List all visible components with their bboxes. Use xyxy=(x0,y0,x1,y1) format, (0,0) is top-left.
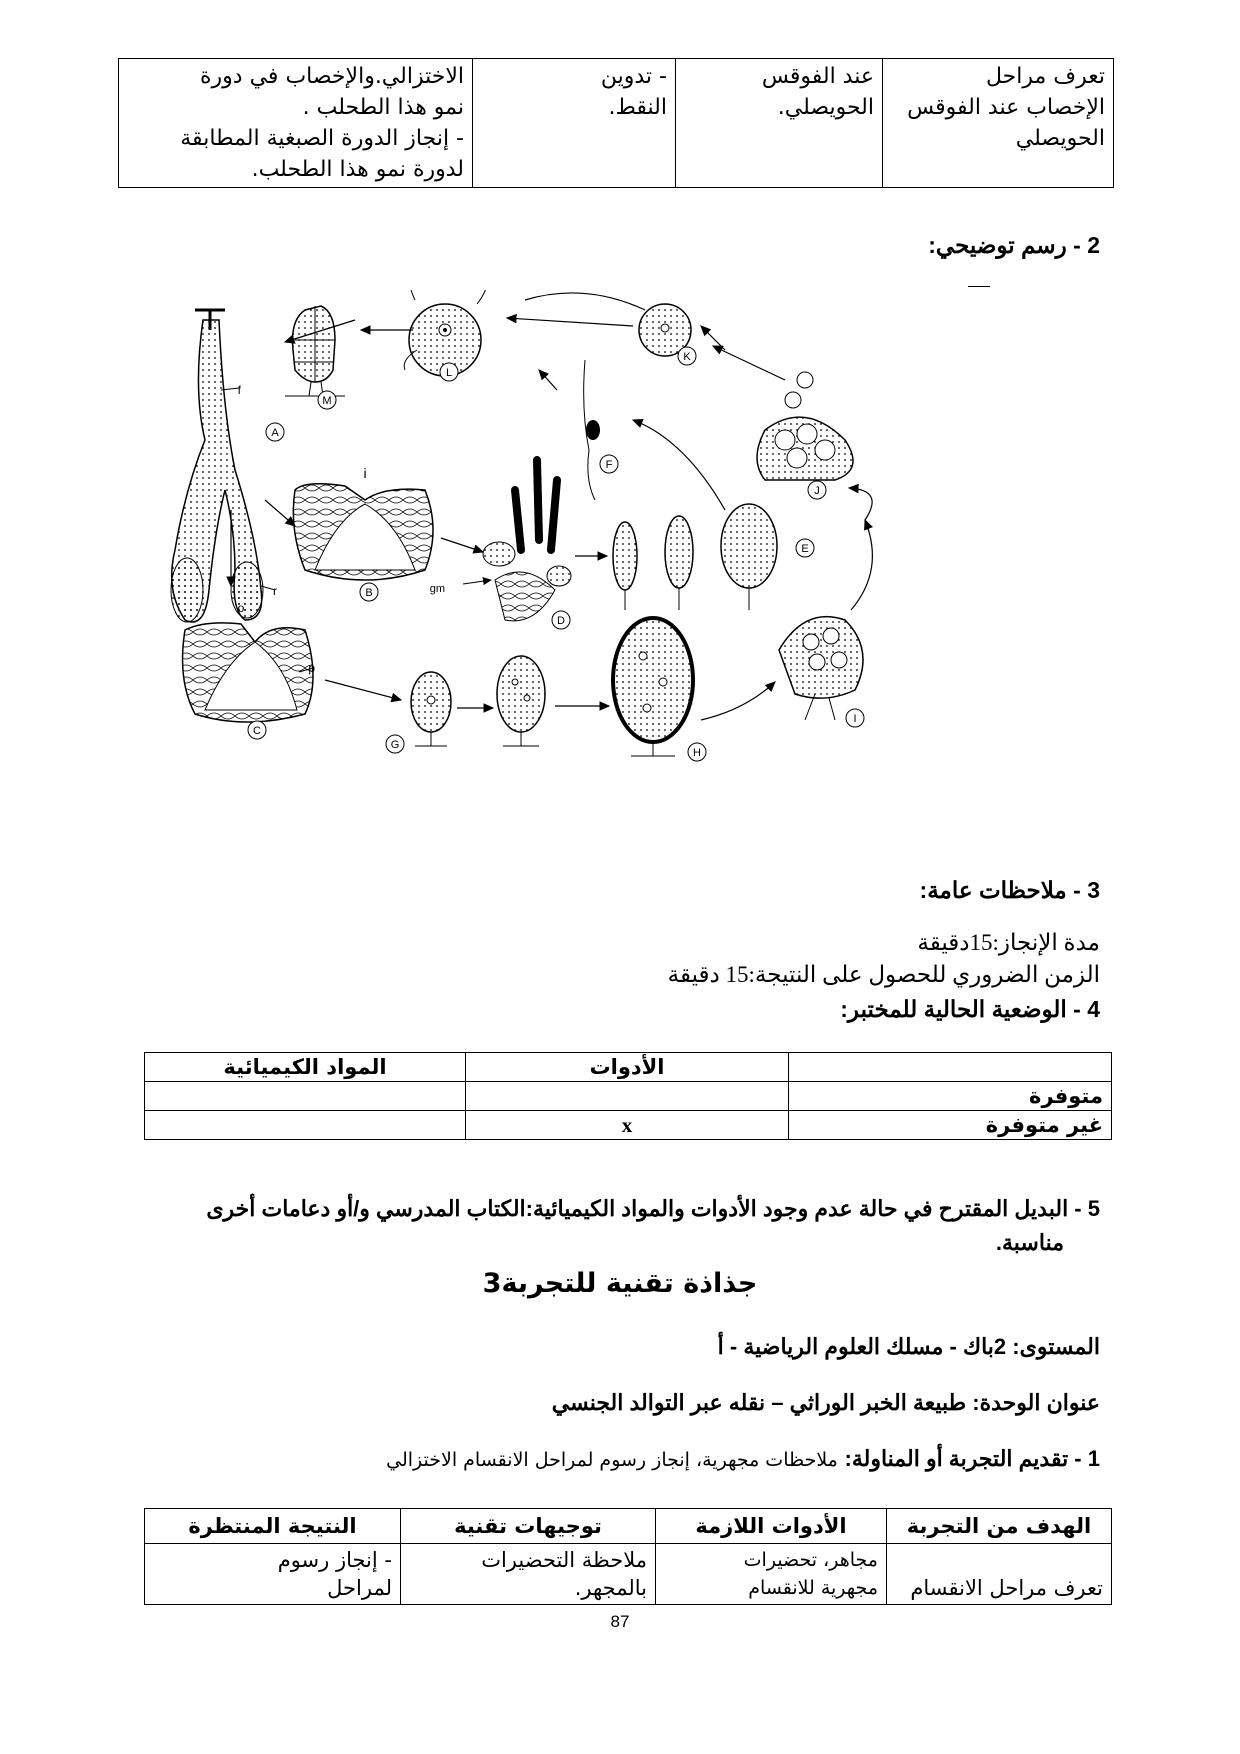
text-line xyxy=(895,1546,1103,1574)
row-unavailable-label: غير متوفرة xyxy=(789,1111,1112,1140)
text-line: ملاحظة التحضيرات xyxy=(481,1548,647,1572)
stage-a-thallus xyxy=(171,310,284,622)
label-m: M xyxy=(322,395,332,407)
text-line: لدورة نمو هذا الطحلب. xyxy=(251,157,464,182)
header-required-tools: الأدوات اللازمة xyxy=(656,1509,887,1544)
row-unavailable-chemicals xyxy=(145,1111,466,1140)
duration-text: مدة الإنجاز:15دقيقة xyxy=(917,930,1100,955)
stage-b-male-conceptacle xyxy=(293,465,433,601)
header-technical-guides: توجيهات تقنية xyxy=(401,1509,656,1544)
text-line: الاختزالي.والإخصاب في دورة xyxy=(200,64,464,89)
label-k: K xyxy=(683,351,691,363)
section3-title: 3 - ملاحظات عامة: xyxy=(919,877,1100,903)
antheridium-development xyxy=(613,516,693,610)
stray-mark xyxy=(968,286,990,287)
label-l: L xyxy=(445,367,453,379)
label-o: o xyxy=(237,601,245,615)
text-line: الإخصاب عند الفوقس xyxy=(907,95,1105,120)
card3-intro xyxy=(386,1446,1100,1472)
card3-level xyxy=(718,1334,1100,1360)
row-available-label: متوفرة xyxy=(789,1082,1112,1111)
result-time-text: الزمن الضروري للحصول على النتيجة:15 دقيقة xyxy=(667,962,1100,987)
oogonium-intermediate xyxy=(497,656,545,746)
section2-title: 2 - رسم توضيحي: xyxy=(928,232,1100,258)
row-unavailable-tools: x xyxy=(466,1111,789,1140)
lab-status-table xyxy=(144,1052,1112,1140)
label-r: r xyxy=(273,584,277,598)
page-number: 87 xyxy=(610,1612,630,1631)
stage-e-antheridium xyxy=(721,504,814,610)
text-line: نمو هذا الطحلب . xyxy=(302,95,464,120)
text-line: لمراحل xyxy=(327,1576,392,1600)
unit-label: عنوان الوحدة: xyxy=(972,1390,1100,1415)
text-line: الحويصلي. xyxy=(777,95,874,120)
label-p: p xyxy=(308,661,315,675)
label-c: C xyxy=(253,725,261,737)
header-chemicals: المواد الكيميائية xyxy=(145,1053,466,1082)
stage-j-oogonium-release xyxy=(757,372,853,499)
card3-title: جذاذة تقنية للتجربة3 xyxy=(482,1268,758,1299)
stage-m-embryo xyxy=(285,306,345,409)
cell-goal xyxy=(883,59,1114,188)
stage-c-female-conceptacle xyxy=(183,601,316,739)
text-line: مجهرية للانقسام xyxy=(748,1577,878,1599)
header-empty xyxy=(789,1053,1112,1082)
text-line: - إنجاز رسوم xyxy=(277,1548,392,1572)
text-line: - إنجاز الدورة الصبغية المطابقة xyxy=(180,126,464,151)
header-tools: الأدوات xyxy=(466,1053,789,1082)
text-line: مجاهر، تحضيرات xyxy=(743,1549,878,1571)
section5-line1: 5 - البديل المقترح في حالة عدم وجود الأدوات والمواد الكيميائية:الكتاب المدرسي و/أو دعامات أخرى xyxy=(206,1196,1100,1221)
label-f-upper: F xyxy=(605,459,613,471)
stage-g-oogonium xyxy=(386,672,451,753)
header-goal: الهدف من التجربة xyxy=(887,1509,1112,1544)
text-line: تعرف مراحل الانقسام xyxy=(910,1576,1103,1600)
text-line: بالمجهر. xyxy=(574,1576,647,1600)
cell-result xyxy=(145,1544,401,1605)
stage-d-antheridia xyxy=(430,460,571,629)
stage-i-oogonium-release xyxy=(779,617,864,727)
label-f: f xyxy=(237,383,241,397)
label-b: B xyxy=(365,587,373,599)
text-line: الحويصلي xyxy=(1015,126,1105,151)
label-e: E xyxy=(801,543,809,555)
label-i-upper: I xyxy=(853,713,857,725)
unit-value: طبيعة الخبر الوراثي – نقله عبر التوالد الجنسي xyxy=(551,1390,967,1415)
fucus-life-cycle-diagram xyxy=(165,290,1005,850)
row-available-chemicals xyxy=(145,1082,466,1111)
stage-h-oogonium-mature xyxy=(613,618,706,761)
level-label: المستوى: xyxy=(1012,1334,1100,1359)
cell-guides xyxy=(401,1544,656,1605)
stage-f-antherozoid xyxy=(584,360,618,500)
cell-tools xyxy=(656,1544,887,1605)
label-i: i xyxy=(363,465,367,481)
label-gm: gm xyxy=(429,583,445,595)
top-table xyxy=(118,58,1114,188)
cell-tools xyxy=(676,59,883,188)
text-line: عند الفوقس xyxy=(761,64,874,89)
cell-result xyxy=(119,59,473,188)
label-a: A xyxy=(271,427,279,439)
text-line: تعرف مراحل xyxy=(986,64,1105,89)
label-d: D xyxy=(557,615,565,627)
cell-guides xyxy=(473,59,676,188)
section5-line2: مناسبة. xyxy=(995,1230,1064,1255)
text-line: - تدوين xyxy=(600,64,667,89)
label-j: J xyxy=(814,485,820,497)
label-h: H xyxy=(693,747,701,759)
section4-title: 4 - الوضعية الحالية للمختبر: xyxy=(840,996,1100,1022)
header-expected-result: النتيجة المنتظرة xyxy=(145,1509,401,1544)
label-g: G xyxy=(390,739,400,751)
stage-k-oosphere xyxy=(639,304,696,365)
row-available-tools xyxy=(466,1082,789,1111)
level-value: 2باك - مسلك العلوم الرياضية - أ xyxy=(717,1334,1007,1359)
cell-goal xyxy=(887,1544,1112,1605)
stage-l-fertilization xyxy=(404,290,487,381)
card3-unit xyxy=(552,1390,1100,1416)
intro-value: ملاحظات مجهرية، إنجاز رسوم لمراحل الانقسام الاختزالي xyxy=(386,1449,838,1471)
text-line: النقط. xyxy=(608,95,667,120)
intro-label: 1 - تقديم التجربة أو المناولة: xyxy=(844,1446,1100,1471)
experiment-table xyxy=(144,1508,1112,1605)
